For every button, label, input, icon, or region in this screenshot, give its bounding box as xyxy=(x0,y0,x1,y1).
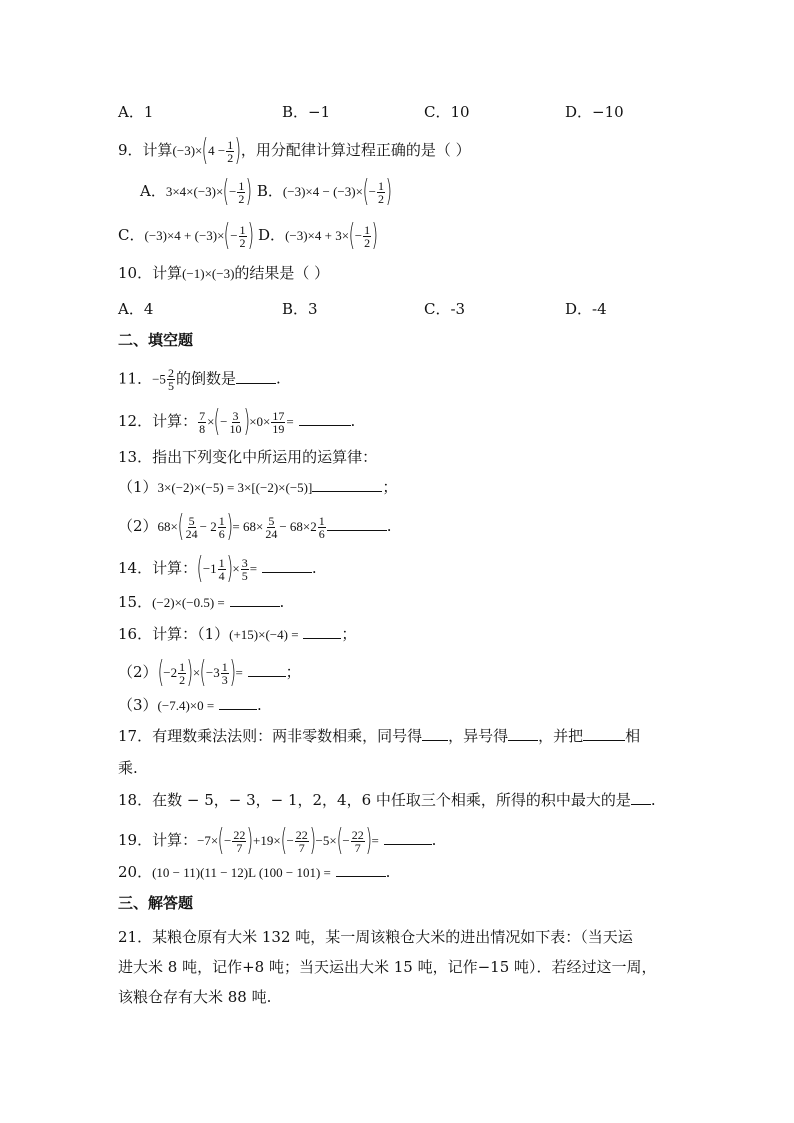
answer-blank[interactable] xyxy=(303,624,341,639)
q15-question: 15．(−2)×(−0.5) = . xyxy=(118,593,285,611)
q16-part2: （2）(−2 $\frac{1}{2}$ )×(−3 $\frac{1}{3}$ )= ； xyxy=(118,655,301,690)
answer-blank[interactable] xyxy=(230,592,280,607)
q8-option-b: B．−1 xyxy=(282,103,331,121)
q10-expr: (−1)×(−3) xyxy=(182,266,235,281)
q10-option-d: D．-4 xyxy=(565,300,607,318)
section-heading-fill-blank: 二、填空题 xyxy=(118,331,194,349)
answer-blank[interactable] xyxy=(236,369,276,384)
q9-option-c-label: C． xyxy=(118,226,145,244)
q13-question: 13．指出下列变化中所运用的运算律： xyxy=(118,448,378,466)
q9-option-d-label: D． xyxy=(258,226,286,244)
answer-blank[interactable] xyxy=(583,726,625,741)
q16-question: 16．计算：（1）(+15)×(−4) = ； xyxy=(118,625,357,643)
q9-options-cd: C．(−3)×4 + (−3)×(− $\frac{1}{2}$ ) D．(−3)×4 + 3×(− $\frac{1}{2}$ ) xyxy=(118,218,379,253)
q8-option-a: A．1 xyxy=(118,103,154,121)
q10-option-c: C．-3 xyxy=(424,300,466,318)
q21-line1: 21．某粮仓原有大米 132 吨，某一周该粮仓大米的进出情况如下表：（当天运 xyxy=(118,928,633,946)
answer-blank[interactable] xyxy=(631,790,651,805)
q8-option-d: D．−10 xyxy=(565,103,624,121)
q10-option-a: A．4 xyxy=(118,300,154,318)
q9-option-c-expr: (−3)×4 + (−3)× xyxy=(144,228,225,243)
q16-part3: （3）(−7.4)×0 = . xyxy=(118,696,262,714)
section-heading-solve: 三、解答题 xyxy=(118,894,194,912)
q9-question: 9．计算(−3)×(4 − $\frac{1}{2}$ )，用分配律计算过程正确的是（ ） xyxy=(118,133,471,168)
q9-option-d-expr: (−3)×4 + 3× xyxy=(285,228,350,243)
answer-blank[interactable] xyxy=(262,558,312,573)
answer-blank[interactable] xyxy=(508,726,538,741)
answer-blank[interactable] xyxy=(336,862,386,877)
q17-question: 17．有理数乘法法则：两非零数相乘，同号得 ，异号得 ，并把 相 xyxy=(118,727,641,745)
answer-blank[interactable] xyxy=(327,516,387,531)
answer-blank[interactable] xyxy=(384,830,432,845)
answer-blank[interactable] xyxy=(299,411,351,426)
q21-line3: 该粮仓存有大米 88 吨. xyxy=(118,988,272,1006)
answer-blank[interactable] xyxy=(422,726,448,741)
q19-question: 19．计算：−7×(− $\frac{22}{7}$ )+19×(− $\frac{22}{7}$ )−5×(− $\frac{22}{7}$ )= . xyxy=(118,823,437,858)
q9-suffix: ，用分配律计算过程正确的是（ ） xyxy=(240,141,471,159)
q10-option-b: B．3 xyxy=(282,300,318,318)
answer-blank[interactable] xyxy=(248,662,286,677)
fraction: $\frac{1}{2}$ xyxy=(227,137,234,165)
q9-option-a-expr: 3×4×(−3)× xyxy=(165,184,224,199)
q13-part2: （2）68×( $\frac{5}{24}$ − 2 $\frac{1}{6}$ )= 68× $\frac{5}{24}$ − 68×2 $\frac{1}{6}$ . xyxy=(118,509,392,544)
q8-option-c: C．10 xyxy=(424,103,470,121)
answer-blank[interactable] xyxy=(219,695,257,710)
q14-question: 14．计算：(−1 $\frac{1}{4}$ )× $\frac{3}{5}$ = . xyxy=(118,551,317,586)
q12-question: 12．计算： $\frac{7}{8}$ ×(− $\frac{3}{10}$ )×0× $\frac{17}{19}$ = . xyxy=(118,404,356,439)
q9-option-a-label: A． xyxy=(140,182,166,200)
q9-options-ab: A．3×4×(−3)×(− $\frac{1}{2}$ ) B．(−3)×4 − (−3)×(− $\frac{1}{2}$ ) xyxy=(140,174,393,209)
q18-question: 18．在数 − 5，− 3，− 1，2，4，6 中任取三个相乘，所得的积中最大的是 . xyxy=(118,791,656,809)
q11-question: 11．−5 $\frac{2}{5}$ 的倒数是 . xyxy=(118,366,281,393)
q20-question: 20．(10 − 11)(11 − 12)L (100 − 101) = . xyxy=(118,863,391,881)
q10-question: 10．计算(−1)×(−3)的结果是（ ） xyxy=(118,264,330,282)
q9-prefix: 9．计算 xyxy=(118,141,173,159)
answer-blank[interactable] xyxy=(312,477,382,492)
q17-line2: 乘. xyxy=(118,759,138,777)
q9-option-b-expr: (−3)×4 − (−3)× xyxy=(282,184,363,199)
q13-part1: （1）3×(−2)×(−5) = 3×[(−2)×(−5)] ； xyxy=(118,478,398,496)
q21-line2: 进大米 8 吨，记作+8 吨；当天运出大米 15 吨，记作−15 吨）．若经过这一周， xyxy=(118,958,657,976)
q9-option-b-label: B． xyxy=(256,182,283,200)
